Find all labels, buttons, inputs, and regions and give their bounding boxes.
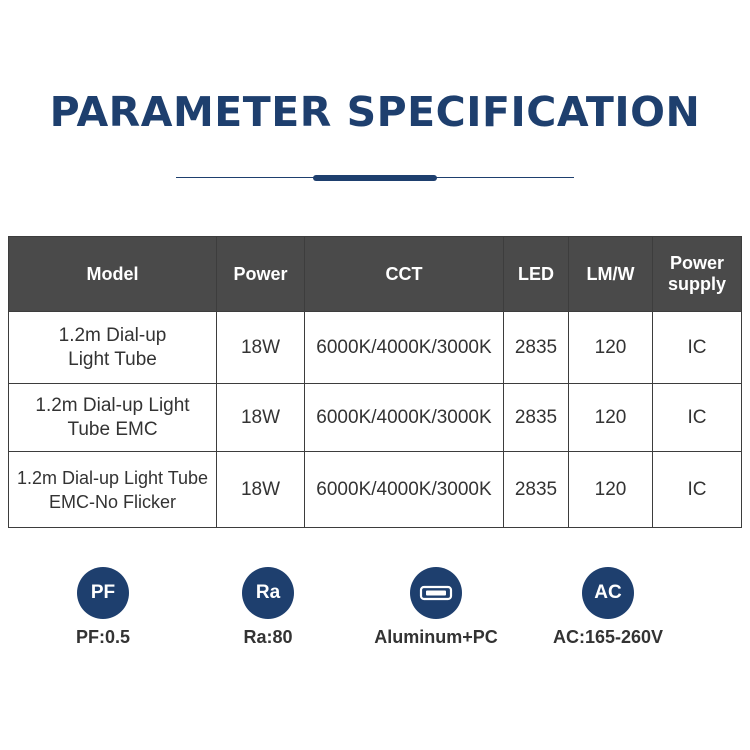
spec-table	[8, 236, 742, 528]
cell-power-supply: IC	[653, 452, 742, 528]
feature-ra	[188, 567, 348, 648]
table-header-row	[9, 237, 742, 312]
cell-cct: 6000K/4000K/3000K	[305, 312, 504, 384]
cell-power-supply: IC	[653, 384, 742, 452]
ac-icon: AC	[582, 567, 634, 619]
cell-power-supply: IC	[653, 312, 742, 384]
cell-model: 1.2m Dial-up Light Tube EMC	[9, 384, 217, 452]
feature-ac	[528, 567, 688, 648]
header-cct: CCT	[305, 237, 504, 312]
table-row	[9, 452, 742, 528]
cell-led: 2835	[504, 312, 569, 384]
cell-lmw: 120	[569, 384, 653, 452]
header-power: Power	[217, 237, 305, 312]
feature-label: PF:0.5	[75, 627, 131, 647]
page-title: PARAMETER SPECIFICATION	[49, 88, 701, 136]
header-lmw: LM/W	[569, 237, 653, 312]
cell-led: 2835	[504, 384, 569, 452]
title-divider-accent	[313, 175, 437, 181]
feature-label: AC:165-260V	[552, 627, 664, 647]
cell-lmw: 120	[569, 312, 653, 384]
table-row	[9, 384, 742, 452]
tube-icon	[410, 567, 462, 619]
header-power-supply: Power supply	[653, 237, 742, 312]
cell-cct: 6000K/4000K/3000K	[305, 452, 504, 528]
header-model: Model	[9, 237, 217, 312]
cell-led: 2835	[504, 452, 569, 528]
cell-power: 18W	[217, 384, 305, 452]
cell-lmw: 120	[569, 452, 653, 528]
feature-label: Ra:80	[243, 627, 293, 647]
feature-label: Aluminum+PC	[374, 627, 498, 647]
cell-model: 1.2m Dial-up Light Tube EMC-No Flicker	[9, 452, 217, 528]
cell-power: 18W	[217, 312, 305, 384]
header-led: LED	[504, 237, 569, 312]
table-row	[9, 312, 742, 384]
ra-icon: Ra	[242, 567, 294, 619]
cell-model: 1.2m Dial-up Light Tube	[9, 312, 217, 384]
cell-power: 18W	[217, 452, 305, 528]
cell-cct: 6000K/4000K/3000K	[305, 384, 504, 452]
feature-material	[356, 567, 516, 648]
pf-icon: PF	[77, 567, 129, 619]
feature-pf	[23, 567, 183, 648]
